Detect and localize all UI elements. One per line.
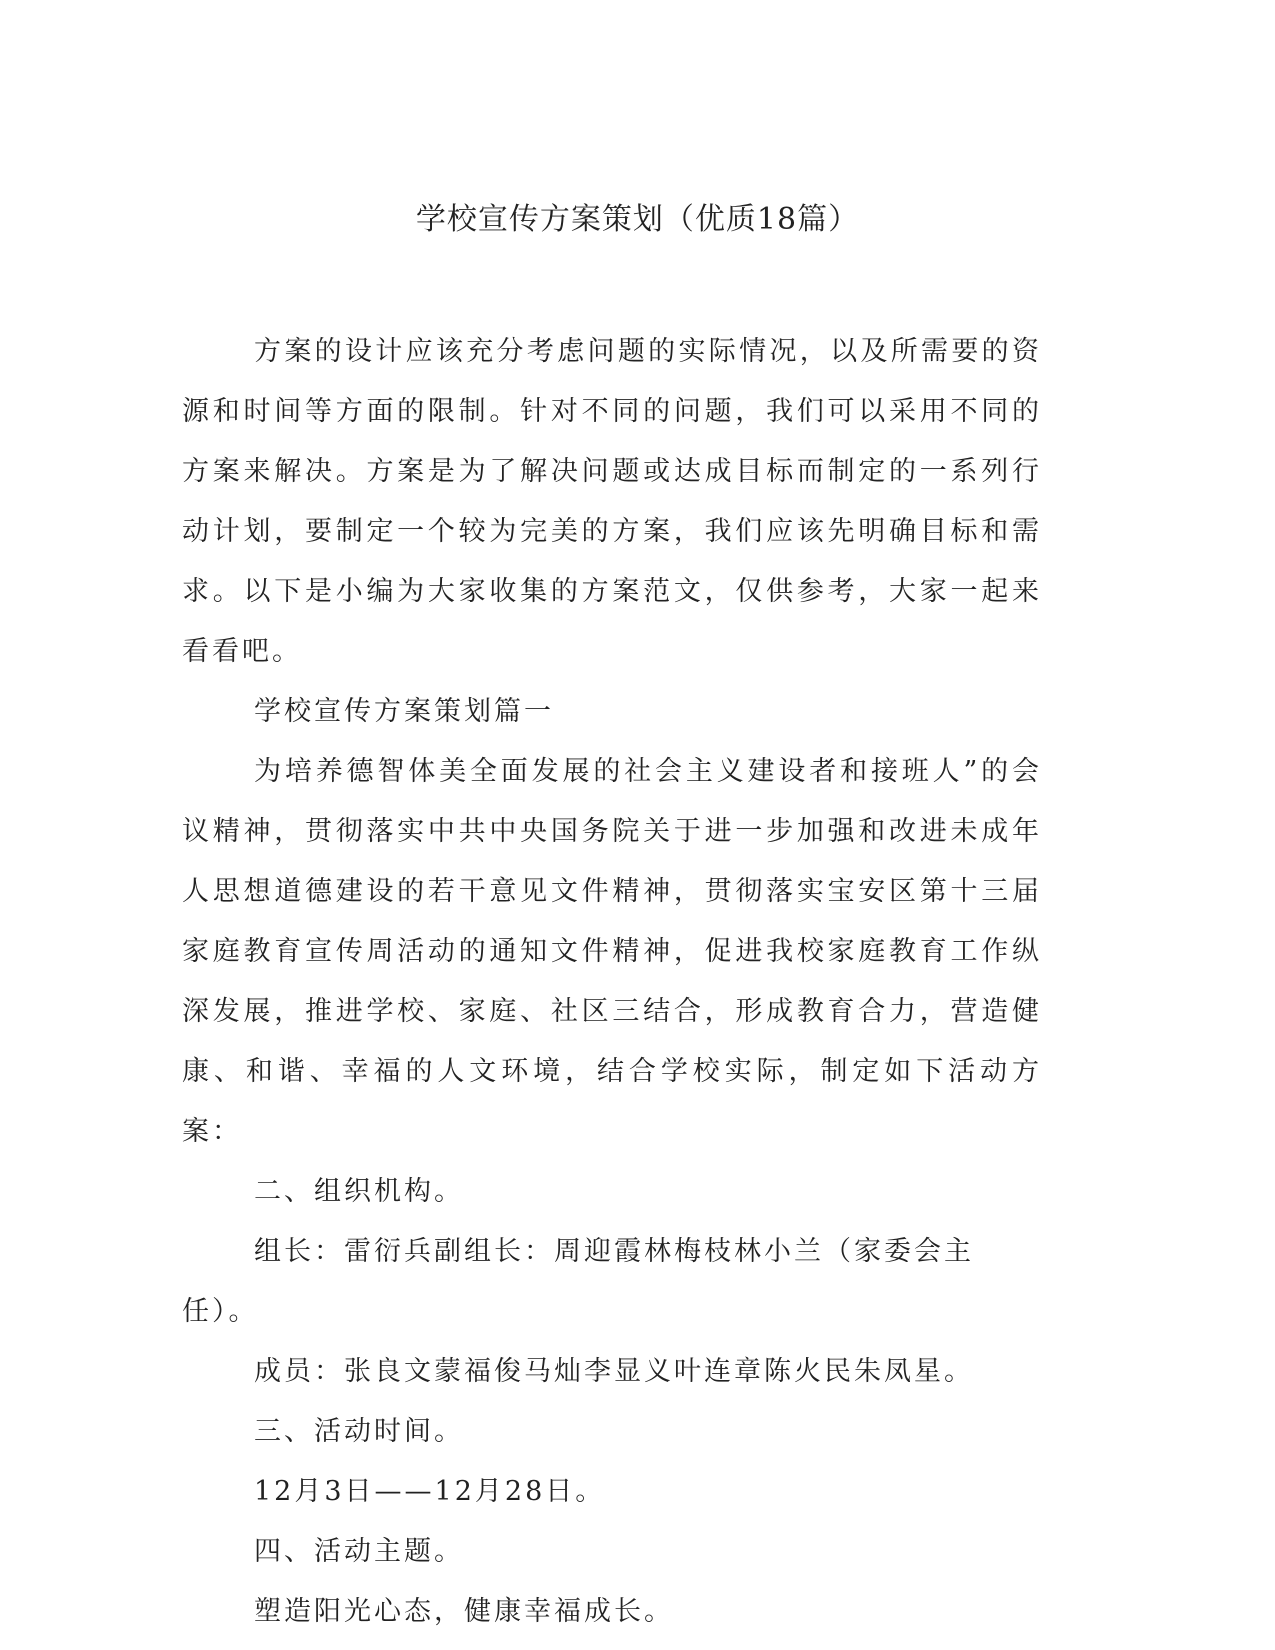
body-line: 塑造阳光心态，健康幸福成长。: [254, 1596, 674, 1627]
body-line: 组长：雷衍兵副组长：周迎霞林梅枝林小兰（家委会主任）。: [182, 1236, 974, 1327]
body-line: 12月3日——12月28日。: [254, 1476, 606, 1507]
body-line: 成员：张良文蒙福俊马灿李显义叶连章陈火民朱凤星。: [254, 1356, 974, 1387]
body-paragraph: 为培养德智体美全面发展的社会主义建设者和接班人”的会议精神，贯彻落实中共中央国务院关于进一步加强和改进未成年人思想道德建设的若干意见文件精神，贯彻落实宝安区第十三届家庭教育宣传周活动的通知文件精神，促进我校家庭教育工作纵深发展，推进学校、家庭、社区三结合，形成教育合力，营造健康、和谐、幸福的人文环境，结合学校实际，制定如下活动方案：: [182, 756, 1042, 1147]
document-title: 学校宣传方案策划（优质18篇）: [415, 202, 860, 237]
document-body: [182, 322, 1042, 1642]
section-heading: 三、活动时间。: [254, 1416, 464, 1447]
section-heading: 二、组织机构。: [254, 1176, 464, 1207]
intro-paragraph: 方案的设计应该充分考虑问题的实际情况，以及所需要的资源和时间等方面的限制。针对不同的问题，我们可以采用不同的方案来解决。方案是为了解决问题或达成目标而制定的一系列行动计划，要制定一个较为完美的方案，我们应该先明确目标和需求。以下是小编为大家收集的方案范文，仅供参考，大家一起来看看吧。: [182, 336, 1042, 667]
section-heading: 四、活动主题。: [254, 1536, 464, 1567]
section-heading: 学校宣传方案策划篇一: [254, 696, 554, 727]
